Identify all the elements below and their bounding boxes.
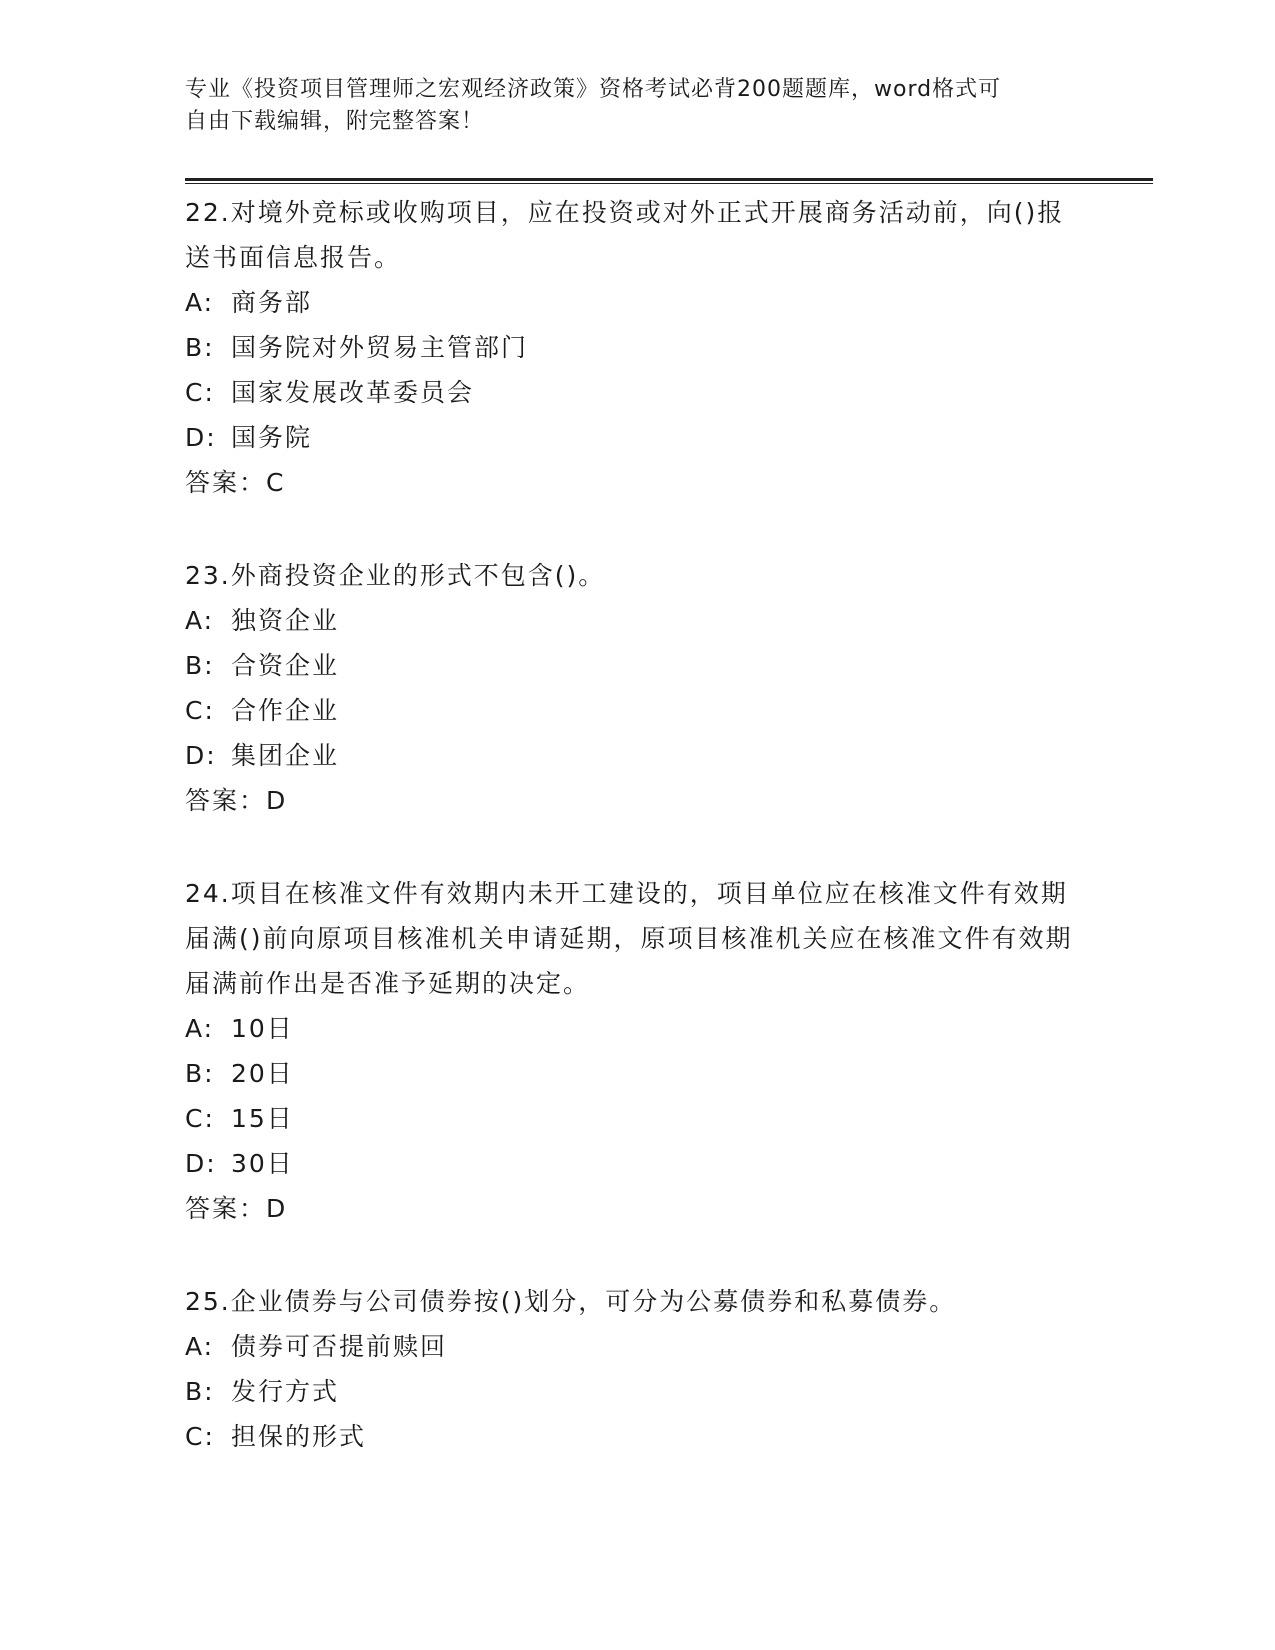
option-text: 国家发展改革委员会 — [231, 378, 475, 407]
option-b — [185, 325, 1085, 370]
option-label: A: — [185, 606, 215, 635]
option-text: 独资企业 — [231, 606, 340, 635]
option-c — [185, 688, 1085, 733]
option-label: B: — [185, 1059, 215, 1088]
option-text: 商务部 — [231, 288, 313, 317]
option-d — [185, 733, 1085, 778]
question-text: 24.项目在核准文件有效期内未开工建设的，项目单位应在核准文件有效期届满()前向原项目核准机关申请延期，原项目核准机关应在核准文件有效期届满前作出是否准予延期的决定。 — [185, 879, 1073, 998]
option-label: B: — [185, 651, 215, 680]
option-label: B: — [185, 1377, 215, 1406]
question-text: 25.企业债券与公司债券按()划分，可分为公募债券和私募债券。 — [185, 1287, 957, 1316]
answer-line: 答案：D — [185, 1194, 288, 1223]
option-a — [185, 598, 1085, 643]
document-header — [185, 74, 1065, 138]
option-label: D: — [185, 423, 217, 452]
option-text: 15日 — [231, 1104, 294, 1133]
question-text: 22.对境外竞标或收购项目，应在投资或对外正式开展商务活动前，向()报送书面信息报告。 — [185, 198, 1065, 272]
option-text: 合作企业 — [231, 696, 340, 725]
option-text: 20日 — [231, 1059, 294, 1088]
question-23 — [185, 553, 1085, 823]
question-list — [185, 190, 1085, 1507]
option-text: 30日 — [231, 1149, 294, 1178]
option-text: 发行方式 — [231, 1377, 340, 1406]
option-text: 10日 — [231, 1014, 294, 1043]
option-c — [185, 370, 1085, 415]
option-label: A: — [185, 1014, 215, 1043]
option-a — [185, 1324, 1085, 1369]
option-d — [185, 1141, 1085, 1186]
question-25 — [185, 1279, 1085, 1459]
option-label: B: — [185, 333, 215, 362]
header-line-1: 专业《投资项目管理师之宏观经济政策》资格考试必背200题题库，word格式可 — [185, 77, 1002, 102]
option-d — [185, 415, 1085, 460]
option-label: A: — [185, 288, 215, 317]
option-label: C: — [185, 696, 215, 725]
option-a — [185, 1006, 1085, 1051]
option-label: D: — [185, 741, 217, 770]
option-b — [185, 643, 1085, 688]
question-text: 23.外商投资企业的形式不包含()。 — [185, 561, 606, 590]
option-text: 债券可否提前赎回 — [231, 1332, 448, 1361]
question-22 — [185, 190, 1085, 505]
option-c — [185, 1096, 1085, 1141]
option-label: A: — [185, 1332, 215, 1361]
option-text: 国务院 — [231, 423, 313, 452]
option-text: 合资企业 — [231, 651, 340, 680]
option-label: D: — [185, 1149, 217, 1178]
option-b — [185, 1051, 1085, 1096]
option-label: C: — [185, 1104, 215, 1133]
option-text: 担保的形式 — [231, 1422, 367, 1451]
option-label: C: — [185, 378, 215, 407]
header-divider-thick — [185, 178, 1153, 181]
answer-line: 答案：D — [185, 786, 288, 815]
answer-line: 答案：C — [185, 468, 286, 497]
option-label: C: — [185, 1422, 215, 1451]
option-b — [185, 1369, 1085, 1414]
option-text: 国务院对外贸易主管部门 — [231, 333, 529, 362]
option-c — [185, 1414, 1085, 1459]
option-a — [185, 280, 1085, 325]
question-24 — [185, 871, 1085, 1231]
header-divider-thin — [185, 183, 1153, 184]
option-text: 集团企业 — [231, 741, 340, 770]
header-line-2: 自由下载编辑，附完整答案！ — [185, 109, 485, 134]
